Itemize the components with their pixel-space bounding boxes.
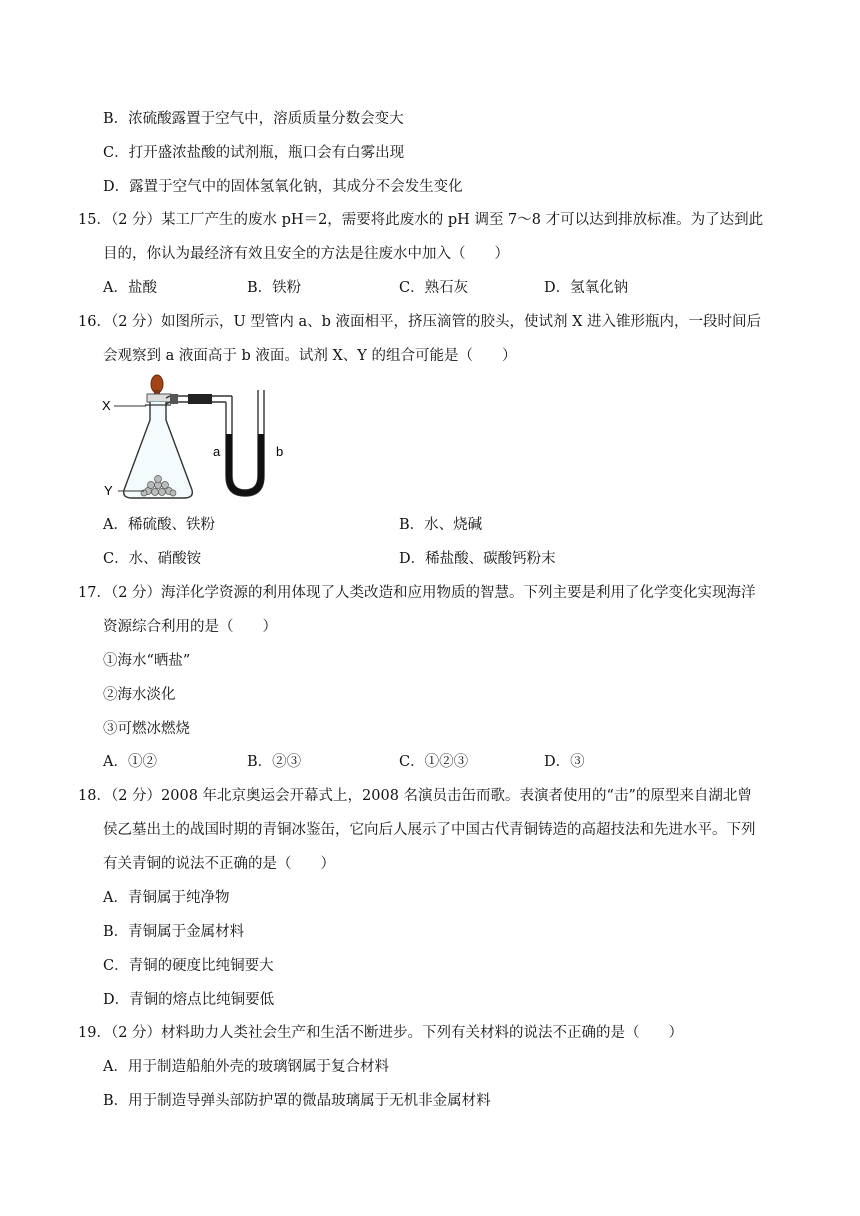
q16-stem-line2: 会观察到 a 液面高于 b 液面。试剂 X、Y 的组合可能是（ ） bbox=[103, 348, 517, 364]
q18-stem-line2: 侯乙墓出土的战国时期的青铜冰鉴缶，它向后人展示了中国古代青铜铸造的高超技法和先进水平。下列 bbox=[103, 822, 756, 838]
q14-option-b: B．浓硫酸露置于空气中，溶质质量分数会变大 bbox=[103, 111, 404, 127]
q15-stem-line2: 目的，你认为最经济有效且安全的方法是往废水中加入（ ） bbox=[103, 246, 509, 262]
q19-option-a: A．用于制造船舶外壳的玻璃钢属于复合材料 bbox=[103, 1059, 389, 1075]
figure-label-a: a bbox=[213, 444, 221, 459]
q17-item-1: ①海水“晒盐” bbox=[103, 653, 191, 669]
q17-option-a: A．①② bbox=[103, 754, 157, 770]
q16-option-c: C．水、硝酸铵 bbox=[103, 551, 202, 567]
q18-option-c: C．青铜的硬度比纯铜要大 bbox=[103, 958, 274, 974]
q18-option-b: B．青铜属于金属材料 bbox=[103, 924, 245, 940]
q18-option-d: D．青铜的熔点比纯铜要低 bbox=[103, 992, 275, 1008]
q17-item-3: ③可燃冰燃烧 bbox=[103, 721, 190, 737]
q16-stem-line1: 16．（2 分）如图所示，U 型管内 a、b 液面相平，挤压滴管的胶头，使试剂 X 进入锥形瓶内，一段时间后 bbox=[78, 314, 762, 330]
q17-option-c: C．①②③ bbox=[399, 754, 469, 770]
q17-option-b: B．②③ bbox=[247, 754, 302, 770]
figure-label-y: Y bbox=[104, 483, 113, 498]
q19-stem-line1: 19．（2 分）材料助力人类社会生产和生活不断进步。下列有关材料的说法不正确的是（ ） bbox=[78, 1025, 684, 1041]
q17-item-2: ②海水淡化 bbox=[103, 687, 176, 703]
q15-option-b: B．铁粉 bbox=[247, 280, 302, 296]
q17-stem-line2: 资源综合利用的是（ ） bbox=[103, 619, 277, 635]
q16-option-d: D．稀盐酸、碳酸钙粉末 bbox=[399, 551, 556, 567]
q15-option-d: D．氢氧化钠 bbox=[544, 280, 629, 296]
q15-option-c: C．熟石灰 bbox=[399, 280, 469, 296]
q16-option-a: A．稀硫酸、铁粉 bbox=[103, 517, 215, 533]
q15-stem-line1: 15．（2 分）某工厂产生的废水 pH＝2，需要将此废水的 pH 调至 7～8 才可以达到排放标准。为了达到此 bbox=[78, 212, 764, 228]
q17-stem-line1: 17．（2 分）海洋化学资源的利用体现了人类改造和应用物质的智慧。下列主要是利用了化学变化实现海洋 bbox=[78, 585, 756, 601]
q19-option-b: B．用于制造导弹头部防护罩的微晶玻璃属于无机非金属材料 bbox=[103, 1093, 491, 1109]
q16-apparatus-figure bbox=[100, 372, 310, 512]
q14-option-c: C．打开盛浓盐酸的试剂瓶，瓶口会有白雾出现 bbox=[103, 145, 405, 161]
q14-option-d: D．露置于空气中的固体氢氧化钠，其成分不会发生变化 bbox=[103, 179, 463, 195]
q18-stem-line3: 有关青铜的说法不正确的是（ ） bbox=[103, 856, 335, 872]
q15-option-a: A．盐酸 bbox=[103, 280, 157, 296]
q16-option-b: B．水、烧碱 bbox=[399, 517, 483, 533]
figure-label-x: X bbox=[102, 398, 111, 413]
q18-option-a: A．青铜属于纯净物 bbox=[103, 890, 230, 906]
q18-stem-line1: 18．（2 分）2008 年北京奥运会开幕式上，2008 名演员击缶而歌。表演者使用的“击”的原型来自湖北曾 bbox=[78, 788, 752, 804]
q17-option-d: D．③ bbox=[544, 754, 585, 770]
figure-label-b: b bbox=[276, 444, 284, 459]
